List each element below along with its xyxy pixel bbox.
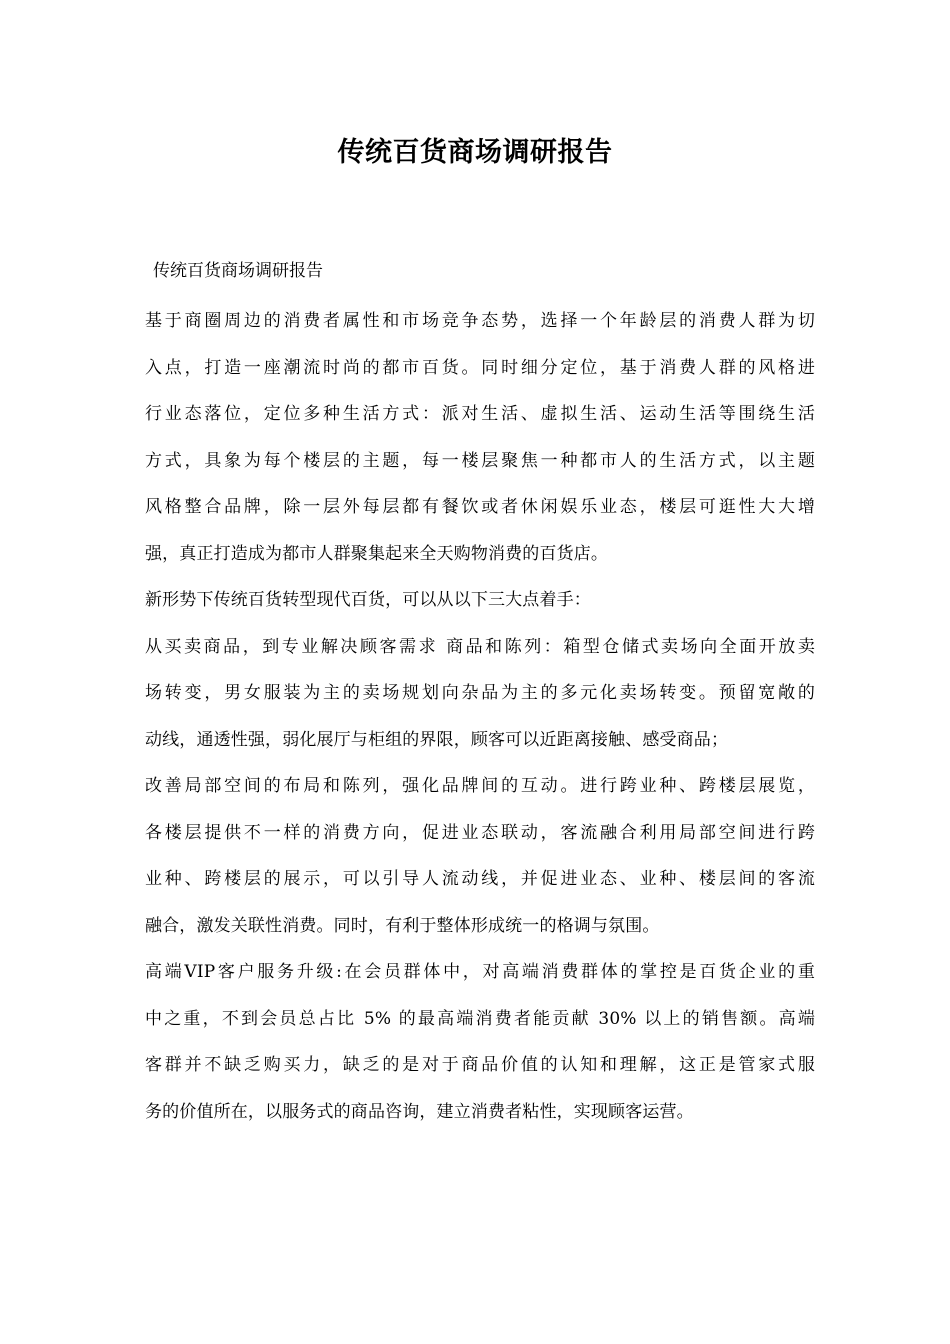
text-line: 基于商圈周边的消费者属性和市场竞争态势，选择一个年龄层的消费人群为切 <box>145 311 815 331</box>
body-text <box>145 303 815 1140</box>
text-line: 业种、跨楼层的展示，可以引导人流动线，并促进业态、业种、楼层间的客流 <box>145 869 815 889</box>
text-line: 风格整合品牌，除一层外每层都有餐饮或者休闲娱乐业态，楼层可逛性大大增 <box>145 497 815 517</box>
text-line: 务的价值所在，以服务式的商品咨询，建立消费者粘性，实现顾客运营。 <box>145 1101 694 1122</box>
text-line: 各楼层提供不一样的消费方向，促进业态联动，客流融合利用局部空间进行跨 <box>145 822 815 843</box>
text-line: 融合，激发关联性消费。同时，有利于整体形成统一的格调与氛围。 <box>145 915 660 936</box>
text-line: 方式，具象为每个楼层的主题，每一楼层聚焦一种都市人的生活方式，以主题 <box>145 450 815 471</box>
document-subtitle: 传统百货商场调研报告 <box>153 261 323 281</box>
text-line: 场转变，男女服装为主的卖场规划向杂品为主的多元化卖场转变。预留宽敞的 <box>145 683 815 703</box>
text-line: 客群并不缺乏购买力，缺乏的是对于商品价值的认知和理解，这正是管家式服 <box>145 1055 815 1075</box>
text-line: 动线，通透性强，弱化展厅与柜组的界限，顾客可以近距离接触、感受商品； <box>145 729 729 750</box>
text-line: 改善局部空间的布局和陈列，强化品牌间的互动。进行跨业种、跨楼层展览， <box>145 776 815 796</box>
text-line: 行业态落位，定位多种生活方式：派对生活、虚拟生活、运动生活等围绕生活 <box>145 404 815 424</box>
text-line: 入点，打造一座潮流时尚的都市百货。同时细分定位，基于消费人群的风格进 <box>145 357 815 378</box>
document-title: 传统百货商场调研报告 <box>337 137 613 168</box>
text-line: 从买卖商品，到专业解决顾客需求 商品和陈列：箱型仓储式卖场向全面开放卖 <box>145 636 815 657</box>
text-line: 新形势下传统百货转型现代百货，可以从以下三大点着手： <box>145 590 591 610</box>
text-line: 强，真正打造成为都市人群聚集起来全天购物消费的百货店。 <box>145 543 609 564</box>
text-line: 高端VIP客户服务升级:在会员群体中，对高端消费群体的掌控是百货企业的重 <box>145 962 815 982</box>
text-line: 中之重，不到会员总占比 5% 的最高端消费者能贡献 30% 以上的销售额。高端 <box>145 1008 815 1029</box>
